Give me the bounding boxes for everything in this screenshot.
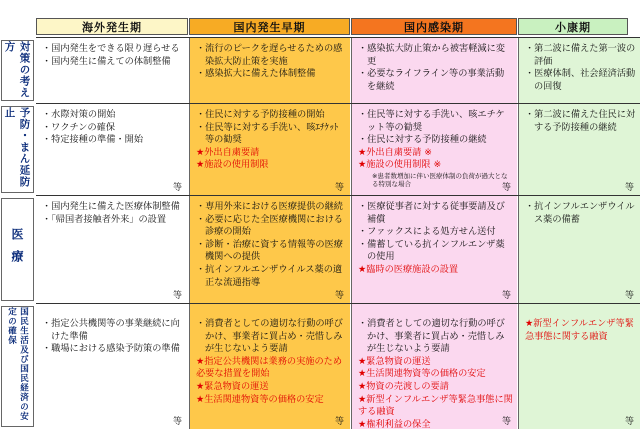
measure-item: ・感染拡大防止策から被害軽減に変更 xyxy=(358,43,505,67)
phase-cell xyxy=(351,304,517,429)
phase-cell xyxy=(189,104,350,195)
cell-item-list xyxy=(525,318,636,343)
measure-item: ・必要に応じた全医療機関における診療の開始 xyxy=(196,213,343,238)
phase-cell xyxy=(36,196,188,303)
etc-label: 等 xyxy=(172,291,182,301)
etc-label: 等 xyxy=(624,417,634,427)
cell-item-list xyxy=(42,318,184,356)
row-label-text: 予防・まん延防止 xyxy=(3,107,31,188)
phase-header: 国内発生早期 xyxy=(189,18,350,35)
cell-item-list xyxy=(196,201,346,289)
row-label xyxy=(1,198,34,301)
measure-item: ・第二波に備えた住民に対する予防接種の継続 xyxy=(525,109,636,133)
measure-item: ・ファックスによる処方せん送付 xyxy=(358,226,496,238)
measure-item: ・職場における感染予防策の準備 xyxy=(42,343,180,355)
phase-cell xyxy=(189,196,350,303)
measure-item: ・水際対策の開始 xyxy=(42,109,116,120)
measure-item: ・必要なライフライン等の事業活動を継続 xyxy=(358,68,505,92)
measure-item: ・消費者としての適切な行動の呼びかけ、事業者に買占め・売惜しみが生じないよう要請 xyxy=(196,318,343,355)
measure-item: ・指定公共機関等の事業継続に向けた準備 xyxy=(42,318,180,342)
measure-item: ※患者数増加に伴い医療体制の負荷が過大となる特別な場合 xyxy=(372,171,508,188)
emergency-measure: ★外出自粛要請 ※ xyxy=(358,146,432,158)
row-label-text: 対策の考え方 xyxy=(3,41,31,99)
measure-item: ・特定接種の準備・開始 xyxy=(42,134,144,146)
phase-cell xyxy=(351,38,517,103)
measure-item: ・抗インフルエンザウイルス薬の適正な流通指導 xyxy=(196,263,343,288)
etc-label: 等 xyxy=(334,417,344,427)
measure-item: ・住民に対する予防接種の開始 xyxy=(196,109,325,120)
phase-cell xyxy=(36,104,188,195)
measure-item: ・第二波に備えた第一波の評価 xyxy=(525,43,636,67)
measure-item: ・感染拡大に備えた体制整備 xyxy=(196,68,316,80)
phase-cell xyxy=(36,38,188,103)
phase-cell xyxy=(518,196,640,303)
cell-item-list xyxy=(525,109,636,134)
measure-item: ・消費者としての適切な行動の呼びかけ、事業者に買占め・売惜しみが生じないよう要請 xyxy=(358,318,505,355)
cell-item-list xyxy=(42,109,184,147)
measure-item: ・国内発生に備えた医療体制整備 xyxy=(42,201,180,212)
measure-item: ・ワクチンの確保 xyxy=(42,121,116,133)
emergency-measure: ★施設の使用制限 ※ xyxy=(358,159,442,171)
measure-item: ・医療従事者に対する従事要請及び補償 xyxy=(358,201,505,225)
emergency-measure: ★新型インフルエンザ等緊急事態に関する融資 xyxy=(358,393,513,418)
emergency-measure: ★生活関連物資等の価格の安定 xyxy=(196,393,324,405)
measure-item: ・医療体制、社会経済活動の回復 xyxy=(525,68,636,92)
cell-item-list xyxy=(358,201,513,277)
phase-header: 国内感染期 xyxy=(351,18,517,35)
emergency-measure: ★物資の売渡しの要請 xyxy=(358,380,449,392)
phase-header: 小康期 xyxy=(518,18,628,35)
measure-item: ・住民等に対する手洗い、咳エチケット等の勧奨 xyxy=(358,109,505,133)
measure-item: ・「帰国者接触者外来」の設置 xyxy=(42,213,167,225)
emergency-measure: ★臨時の医療施設の設置 xyxy=(358,263,459,275)
phase-cell xyxy=(518,304,640,429)
emergency-measure: ★権利利益の保全 xyxy=(358,418,431,429)
measure-item: ・住民に対する予防接種の継続 xyxy=(358,134,487,146)
phase-header: 海外発生期 xyxy=(36,18,188,35)
row-label xyxy=(1,106,34,193)
etc-label: 等 xyxy=(624,183,634,193)
emergency-measure: ★指定公共機関は業務の実施のため必要な措置を開始 xyxy=(196,355,343,380)
phase-cell xyxy=(518,38,640,103)
measure-item: ・国内発生に備えての体制整備 xyxy=(42,55,171,67)
measure-item: ・住民等に対する手洗い、咳ｴﾁｹｯﾄ等の勧奨 xyxy=(196,121,339,146)
cell-item-list xyxy=(196,109,346,172)
etc-label: 等 xyxy=(172,417,182,427)
cell-item-list xyxy=(196,318,346,406)
cell-item-list xyxy=(196,43,346,81)
etc-label: 等 xyxy=(624,291,634,301)
emergency-measure: ★施設の使用制限 xyxy=(196,159,269,171)
row-label xyxy=(1,306,34,427)
emergency-measure: ★新型インフルエンザ等緊急事態に関する融資 xyxy=(525,318,634,342)
phase-cell xyxy=(189,38,350,103)
cell-item-list xyxy=(525,201,636,226)
emergency-measure: ★緊急物資の運送 xyxy=(196,380,269,392)
phase-cell xyxy=(518,104,640,195)
etc-label: 等 xyxy=(501,291,511,301)
row-label xyxy=(1,40,34,101)
row-label-text: 医療 xyxy=(10,227,24,272)
cell-item-list xyxy=(42,43,184,68)
cell-item-list xyxy=(42,201,184,226)
emergency-measure: ★緊急物資の運送 xyxy=(358,355,431,367)
measure-item: ・診断・治療に資する情報等の医療機関への提供 xyxy=(196,238,343,263)
cell-item-list xyxy=(358,109,513,188)
cell-item-list xyxy=(358,43,513,93)
measure-item: ・流行のピークを遅らせるための感染拡大防止策を実施 xyxy=(196,43,343,67)
measure-item: ・専用外来における医療提供の継続 xyxy=(196,201,343,212)
phase-cell xyxy=(36,304,188,429)
phase-cell xyxy=(351,196,517,303)
measure-item: ・備蓄している抗インフルエンザ薬の使用 xyxy=(358,238,505,263)
etc-label: 等 xyxy=(334,291,344,301)
cell-item-list xyxy=(525,43,636,93)
phase-cell xyxy=(351,104,517,195)
etc-label: 等 xyxy=(501,417,511,427)
measure-item: ・抗インフルエンザウイルス薬の備蓄 xyxy=(525,201,635,225)
measure-item: ・国内発生をできる限り遅らせる xyxy=(42,43,180,54)
etc-label: 等 xyxy=(334,183,344,193)
emergency-measure: ★生活関連物資等の価格の安定 xyxy=(358,368,486,380)
phase-cell xyxy=(189,304,350,429)
etc-label: 等 xyxy=(501,183,511,193)
emergency-measure: ★外出自粛要請 xyxy=(196,146,260,158)
etc-label: 等 xyxy=(172,183,182,193)
cell-item-list xyxy=(358,318,513,429)
row-label-text: 国民生活及び国民経済の安定の確保 xyxy=(6,307,29,421)
